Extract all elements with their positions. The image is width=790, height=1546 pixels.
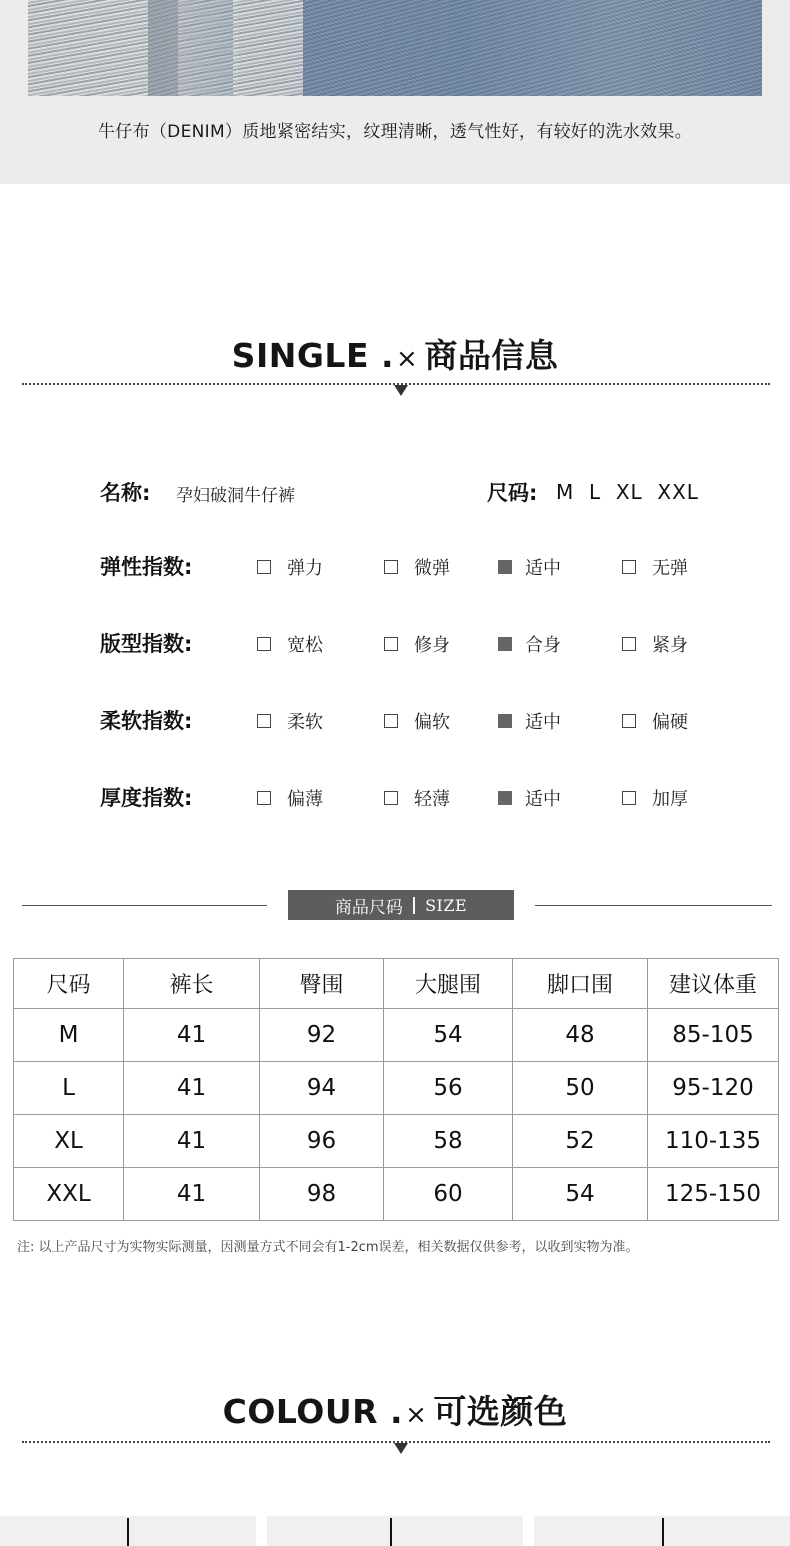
size-table [13,958,779,1221]
index-option: 加厚 [622,785,688,811]
table-cell: 85-105 [648,1009,779,1062]
table-cell: 95-120 [648,1062,779,1115]
checkbox-icon [384,560,398,574]
table-header: 尺码 [14,959,124,1009]
table-cell: 54 [384,1009,513,1062]
table-header: 建议体重 [648,959,779,1009]
index-label: 弹性指数: [100,555,193,579]
table-cell: 54 [513,1168,648,1221]
index-label: 版型指数: [100,632,193,656]
table-cell: 98 [260,1168,384,1221]
index-option: 偏硬 [622,708,688,734]
index-option: 偏薄 [257,785,323,811]
table-row [14,1009,779,1062]
index-option: 轻薄 [384,785,450,811]
table-cell: 56 [384,1062,513,1115]
table-cell: 60 [384,1168,513,1221]
table-row [14,1062,779,1115]
table-cell: 41 [124,1115,260,1168]
index-row-thickness [0,782,790,810]
table-cell: 41 [124,1062,260,1115]
index-option: 弹力 [257,554,323,580]
denim-caption: 牛仔布（DENIM）质地紧密结实，纹理清晰，透气性好，有较好的洗水效果。 [97,122,693,142]
index-option-selected: 适中 [498,785,561,811]
table-cell: 41 [124,1009,260,1062]
title-x-mark: × [396,344,419,374]
colour-section-title [0,1386,790,1433]
checkbox-icon [384,714,398,728]
measurement-note: 注: 以上产品尺寸为实物实际测量，因测量方式不同会有1-2cm误差，相关数据仅供参考，以收到实物为准。 [17,1240,639,1255]
single-section-title [0,330,790,377]
table-cell: 92 [260,1009,384,1062]
index-option: 修身 [384,631,450,657]
table-row [14,1168,779,1221]
product-size-values: M L XL XXL [556,480,699,504]
table-cell: 110-135 [648,1115,779,1168]
table-cell: XXL [14,1168,124,1221]
index-option: 偏软 [384,708,450,734]
down-triangle-icon [394,1443,408,1454]
table-cell: 48 [513,1009,648,1062]
index-row-elasticity [0,551,790,579]
size-title-cn: 商品尺码 [334,897,403,918]
checkbox-icon [622,714,636,728]
checkbox-icon [257,560,271,574]
index-option-selected: 适中 [498,708,561,734]
colour-thumbnail [0,1516,256,1546]
table-cell: L [14,1062,124,1115]
checkbox-icon [622,637,636,651]
checkbox-icon [384,637,398,651]
table-header: 裤长 [124,959,260,1009]
index-row-softness [0,705,790,733]
table-row [14,1115,779,1168]
table-cell: 96 [260,1115,384,1168]
product-name-label: 名称: [100,481,151,505]
single-title-en: SINGLE . [231,336,395,375]
size-header-line-right [535,905,772,906]
size-title-separator: | [410,895,418,915]
table-cell: 94 [260,1062,384,1115]
colour-title-cn: 可选颜色 [433,1392,568,1431]
checked-box-icon [498,714,512,728]
table-cell: 50 [513,1062,648,1115]
index-option-selected: 适中 [498,554,561,580]
index-label: 厚度指数: [100,786,193,810]
index-option: 柔软 [257,708,323,734]
index-option: 无弹 [622,554,688,580]
table-cell: M [14,1009,124,1062]
table-header: 脚口围 [513,959,648,1009]
colour-thumbnail [534,1516,790,1546]
index-option: 微弹 [384,554,450,580]
size-header-line-left [22,905,267,906]
size-title-en: SIZE [425,895,468,915]
single-title-cn: 商品信息 [424,336,559,375]
colour-thumbnail [267,1516,523,1546]
checkbox-icon [622,791,636,805]
table-header: 大腿围 [384,959,513,1009]
down-triangle-icon [394,385,408,396]
title-x-mark: × [405,1400,428,1430]
table-cell: 58 [384,1115,513,1168]
checkbox-icon [384,791,398,805]
colour-title-en: COLOUR . [222,1392,404,1431]
index-option: 宽松 [257,631,323,657]
index-option-selected: 合身 [498,631,561,657]
index-option: 紧身 [622,631,688,657]
table-header-row [14,959,779,1009]
index-row-fit [0,628,790,656]
product-name-value: 孕妇破洞牛仔裤 [176,486,295,506]
table-cell: 52 [513,1115,648,1168]
checked-box-icon [498,560,512,574]
checkbox-icon [257,637,271,651]
size-chart-title [288,890,514,920]
table-cell: 125-150 [648,1168,779,1221]
product-size-label: 尺码: [487,481,538,505]
table-cell: XL [14,1115,124,1168]
denim-fabric-photo [28,0,762,96]
table-header: 臀围 [260,959,384,1009]
index-label: 柔软指数: [100,709,193,733]
table-cell: 41 [124,1168,260,1221]
checked-box-icon [498,791,512,805]
checkbox-icon [257,714,271,728]
checkbox-icon [257,791,271,805]
checkbox-icon [622,560,636,574]
checked-box-icon [498,637,512,651]
